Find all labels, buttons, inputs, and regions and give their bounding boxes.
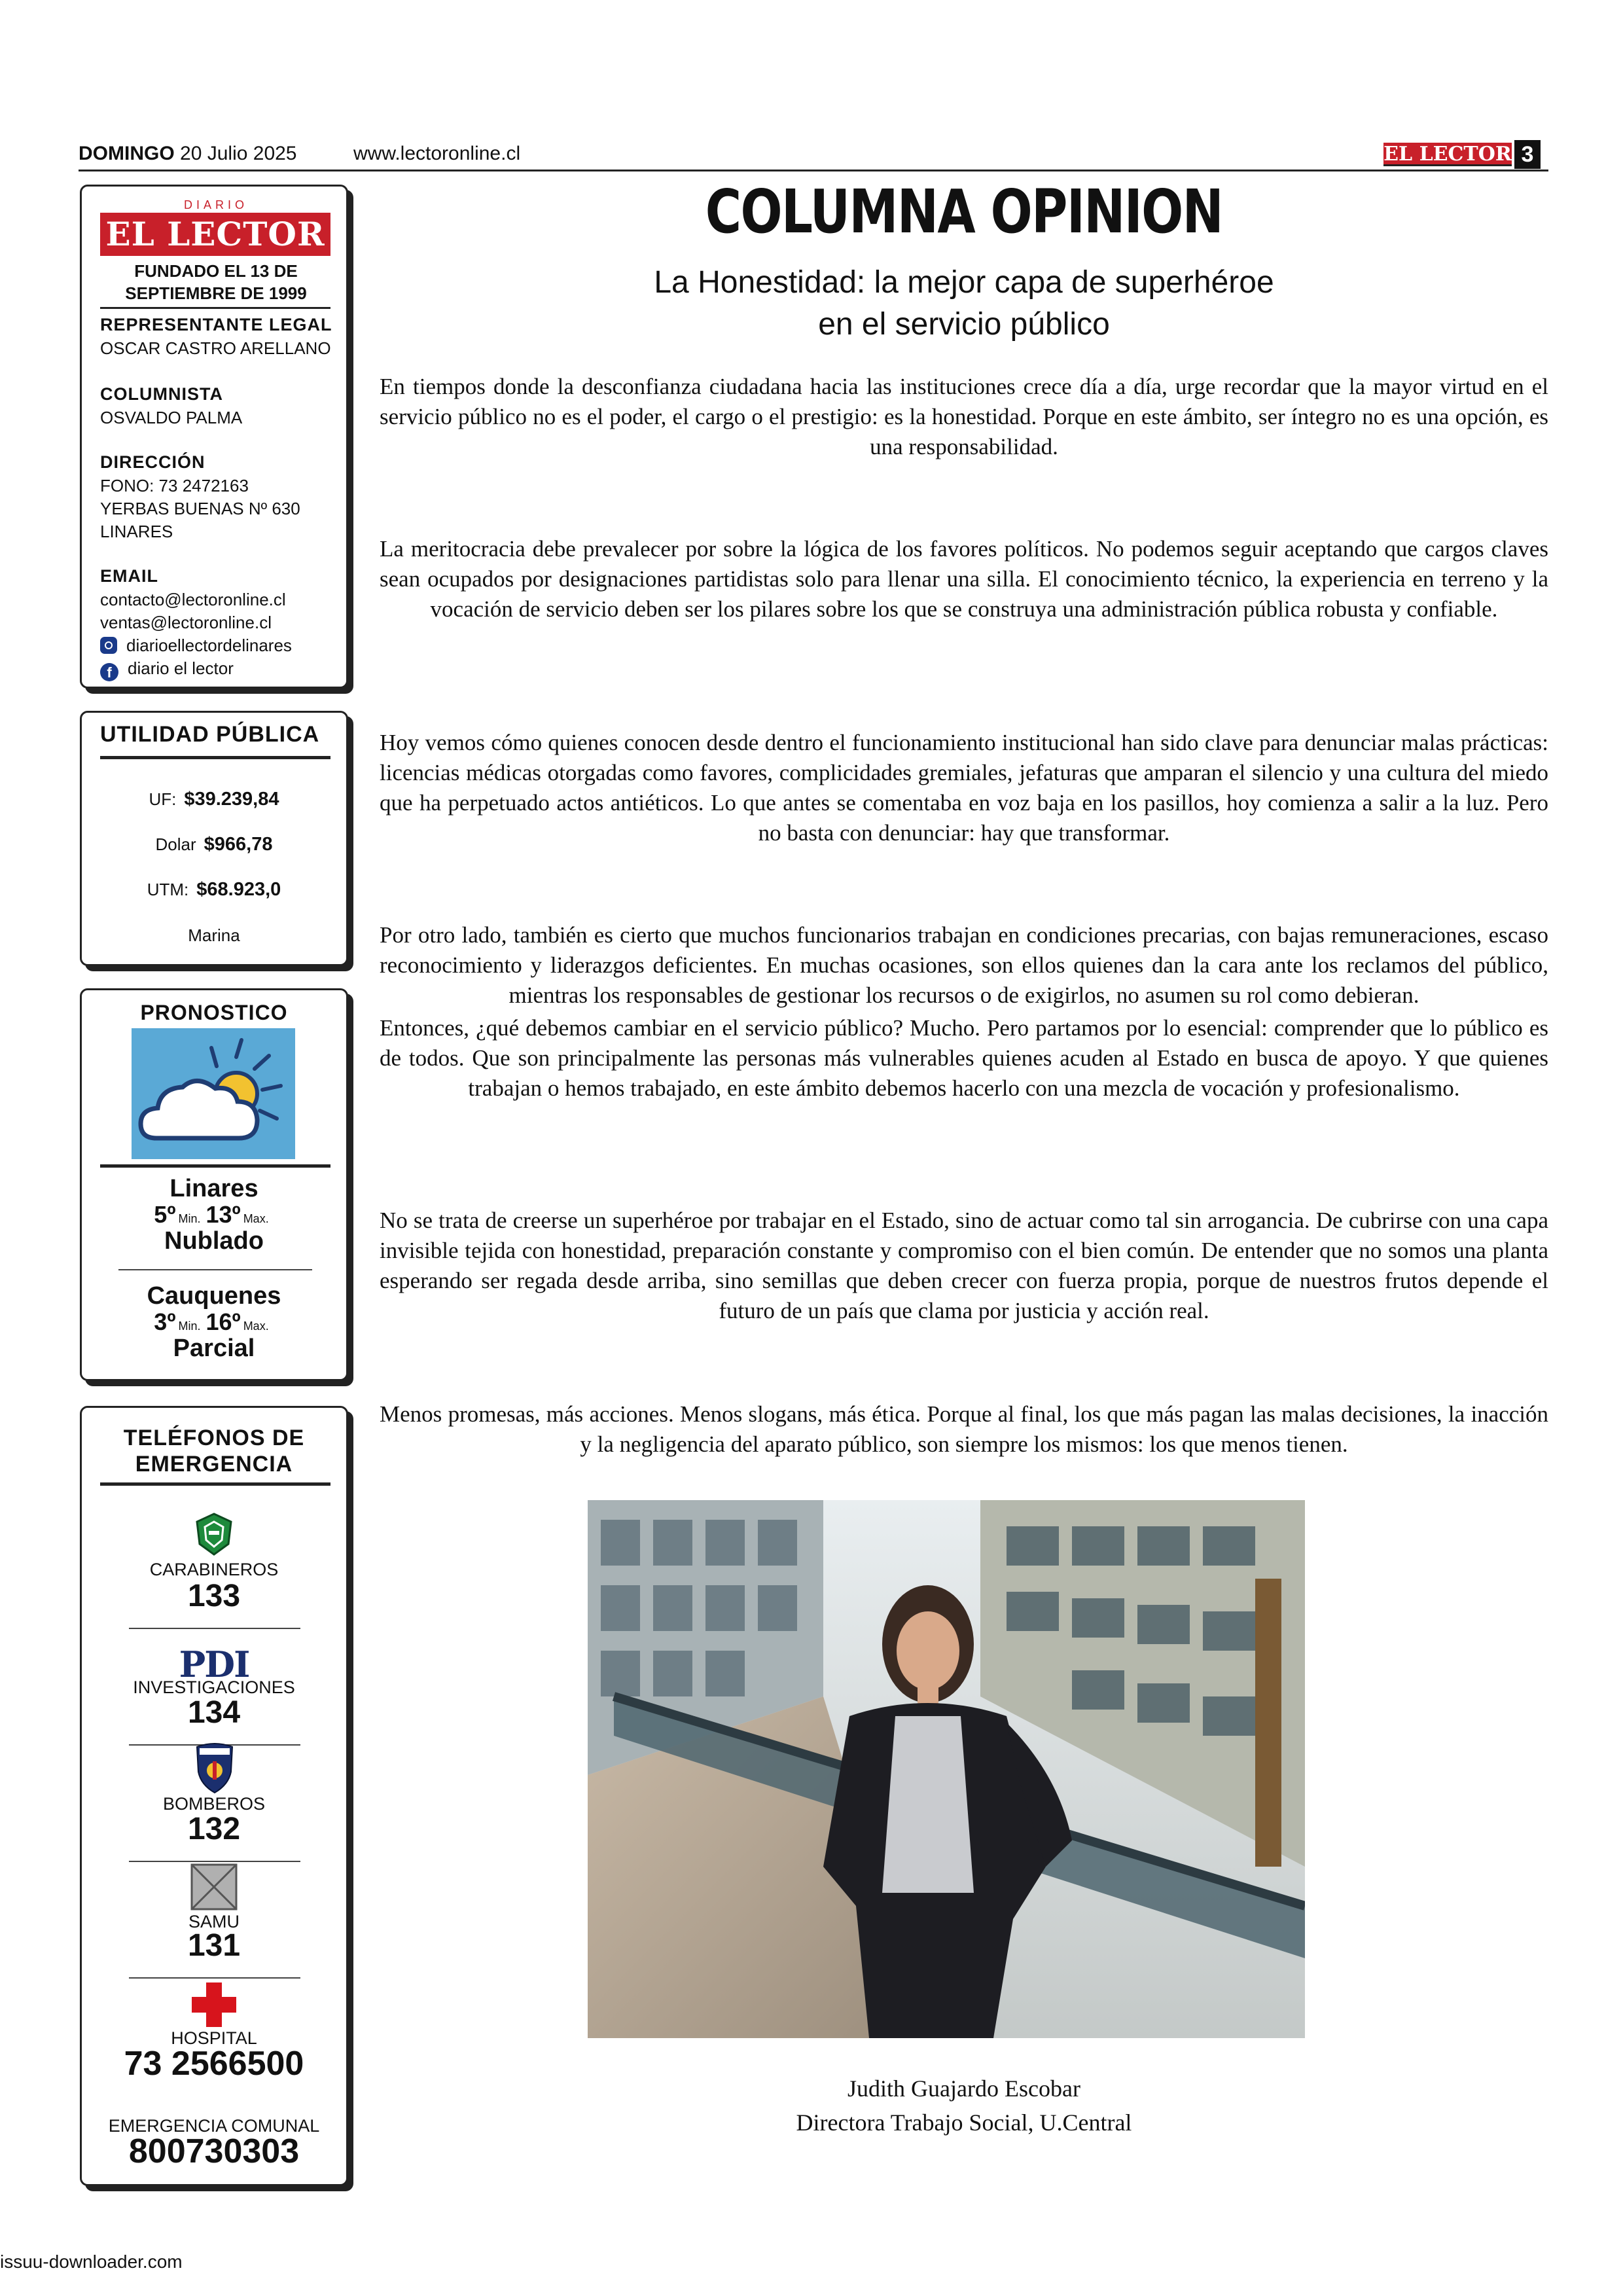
min-temp: 5º bbox=[154, 1201, 176, 1228]
header-date: 20 Julio 2025 bbox=[180, 143, 297, 164]
hospital-label: HOSPITAL bbox=[171, 2028, 257, 2048]
author-photo bbox=[588, 1500, 1305, 2038]
max-label: Max. bbox=[243, 1212, 269, 1225]
min-label: Min. bbox=[178, 1319, 201, 1333]
article-paragraph: Entonces, ¿qué debemos cambiar en el servicio público? Mucho. Pero partamos por lo esencial: comprender que lo público es de todos. Que son principalmente las personas más vulnerables quienes acuden al Estado en busca de apoyo. Y que quienes trabajan o hemos trabajado, en este ámbito debemos hacerlo con una mezcla de vocación y profesionalismo. bbox=[380, 1015, 1548, 1101]
utm-row bbox=[82, 879, 346, 901]
city-line: LINARES bbox=[100, 522, 173, 541]
section-title: COLUMNA OPINION bbox=[705, 177, 1223, 247]
partly-cloudy-icon bbox=[132, 1028, 295, 1159]
weather-title: PRONOSTICO bbox=[140, 1001, 288, 1024]
emergencia-comunal-label: EMERGENCIA COMUNAL bbox=[108, 2116, 320, 2136]
red-cross-icon bbox=[190, 1981, 238, 2032]
article-paragraph: No se trata de creerse un superhéroe por trabajar en el Estado, sino de actuar como tal sin arrogancia. De cubrirse con una capa invisible tejida con honestidad, preparación constante y compromiso con el bien común. De entender que no somos una planta esperando ser regada desde arriba, sino semillas que deben crecer con fuerza propia, porque de nuestros frutos depende el futuro de un país que clama por justicia y acción real. bbox=[380, 1208, 1548, 1323]
investigaciones-label: INVESTIGACIONES bbox=[133, 1677, 295, 1697]
max-temp: 16º bbox=[205, 1308, 241, 1335]
carabineros-number[interactable]: 133 bbox=[187, 1579, 241, 1613]
author-name: Judith Guajardo Escobar bbox=[847, 2075, 1080, 2102]
utility-box bbox=[80, 711, 348, 966]
pdi-logo-icon: PDI bbox=[179, 1643, 249, 1685]
dolar-value: $966,78 bbox=[204, 834, 273, 855]
article-subtitle bbox=[380, 262, 1548, 346]
city-name-cauquenes: Cauquenes bbox=[147, 1282, 281, 1310]
email-contacto[interactable]: contacto@lectoronline.cl bbox=[100, 590, 286, 609]
founded-line2: SEPTIEMBRE DE 1999 bbox=[125, 283, 307, 303]
page-number: 3 bbox=[1514, 140, 1541, 169]
address-heading: DIRECCIÓN bbox=[100, 452, 205, 472]
divider bbox=[129, 1861, 300, 1862]
email-heading: EMAIL bbox=[100, 566, 158, 586]
legal-name: OSCAR CASTRO ARELLANO bbox=[100, 338, 331, 358]
min-label: Min. bbox=[178, 1212, 201, 1225]
article-paragraph: Por otro lado, también es cierto que muchos funcionarios trabajan en condiciones precarias, con bajas remuneraciones, escaso reconocimiento y liderazgos deficientes. En muchas ocasiones, son ellos quienes dan la cara ante los reclamos del público, mientras los responsables de gestionar los recursos o de exigirlos, no asumen su rol como debieran. bbox=[380, 922, 1548, 1008]
divider bbox=[100, 756, 330, 759]
article-paragraph: En tiempos donde la desconfianza ciudadana hacia las instituciones crece día a día, urge recordar que la mayor virtud en el servicio público no es el poder, el cargo o el prestigio: es la honestidad. Porque en este ámbito, ser íntegro no es una opción, es una responsabilidad. bbox=[380, 374, 1548, 459]
facebook-icon: f bbox=[100, 663, 118, 681]
legal-heading: REPRESENTANTE LEGAL bbox=[100, 315, 332, 334]
divider bbox=[100, 1164, 330, 1168]
subtitle-line1: La Honestidad: la mejor capa de superhéroe bbox=[654, 265, 1274, 300]
subtitle-line2: en el servicio público bbox=[818, 307, 1110, 342]
street-line: YERBAS BUENAS Nº 630 bbox=[100, 499, 300, 518]
bomberos-shield-icon bbox=[194, 1742, 235, 1797]
emergency-title-line2: EMERGENCIA bbox=[135, 1452, 293, 1477]
carabineros-label: CARABINEROS bbox=[149, 1560, 279, 1579]
divider bbox=[129, 1628, 300, 1629]
article-paragraph: Menos promesas, más acciones. Menos slogans, más ética. Porque al final, los que más pagan las malas decisiones, la inacción y la negligencia del aparato público, son siempre los mismos: los que menos tienen. bbox=[380, 1401, 1548, 1457]
header-logo: EL LECTOR bbox=[1383, 143, 1512, 166]
founded-text bbox=[92, 260, 340, 304]
author-title: Directora Trabajo Social, U.Central bbox=[796, 2109, 1132, 2136]
header-day: DOMINGO bbox=[79, 143, 175, 164]
article-paragraph: La meritocracia debe prevalecer por sobre la lógica de los favores políticos. No podemos seguir aceptando que cargos claves sean ocupados por designaciones partidistas solo para llenar una silla. El conocimiento técnico, la experiencia en terreno y la vocación de servicio deben ser los pilares sobre los que se construya una administración pública robusta y confiable. bbox=[380, 536, 1548, 622]
email-ventas[interactable]: ventas@lectoronline.cl bbox=[100, 613, 272, 632]
utility-title: UTILIDAD PÚBLICA bbox=[100, 722, 320, 747]
columnist-heading: COLUMNISTA bbox=[100, 384, 223, 404]
instagram-handle: diarioellectordelinares bbox=[126, 636, 292, 655]
utm-value: $68.923,0 bbox=[196, 879, 281, 900]
marina-label: Marina bbox=[188, 925, 240, 945]
carabineros-badge-icon bbox=[194, 1513, 234, 1559]
columnist-name: OSVALDO PALMA bbox=[100, 408, 243, 427]
divider bbox=[100, 307, 330, 309]
min-temp: 3º bbox=[154, 1308, 176, 1335]
investigaciones-number[interactable]: 134 bbox=[187, 1695, 241, 1730]
facebook-link[interactable] bbox=[100, 657, 234, 681]
dolar-row bbox=[82, 834, 346, 855]
divider bbox=[118, 1269, 312, 1270]
emergencia-comunal-number[interactable]: 800730303 bbox=[128, 2132, 300, 2170]
utm-label: UTM: bbox=[147, 880, 189, 899]
weather-box bbox=[80, 988, 348, 1381]
condition-linares: Nublado bbox=[164, 1227, 264, 1255]
divider bbox=[100, 1482, 330, 1486]
emergency-title-line1: TELÉFONOS DE bbox=[123, 1426, 305, 1450]
emergency-box bbox=[80, 1406, 348, 2186]
header-url[interactable]: www.lectoronline.cl bbox=[353, 143, 521, 164]
facebook-handle: diario el lector bbox=[128, 658, 234, 678]
hospital-number[interactable]: 73 2566500 bbox=[124, 2045, 304, 2083]
watermark-text: issuu-downloader.com bbox=[0, 2251, 183, 2272]
max-label: Max. bbox=[243, 1319, 269, 1333]
logo-small-text: DIARIO bbox=[180, 197, 252, 213]
founded-line1: FUNDADO EL 13 DE bbox=[134, 261, 298, 281]
uf-row bbox=[82, 789, 346, 810]
bomberos-number[interactable]: 132 bbox=[187, 1812, 241, 1846]
condition-cauquenes: Parcial bbox=[173, 1335, 255, 1362]
instagram-icon bbox=[100, 637, 117, 654]
newspaper-logo: EL LECTOR bbox=[100, 213, 330, 256]
instagram-link[interactable] bbox=[100, 634, 292, 657]
uf-label: UF: bbox=[149, 789, 177, 809]
samu-icon bbox=[190, 1863, 238, 1914]
page-header bbox=[79, 139, 1548, 171]
phone-line: FONO: 73 2472163 bbox=[100, 476, 249, 495]
article-paragraph: Hoy vemos cómo quienes conocen desde dentro el funcionamiento institucional han sido clave para denunciar malas prácticas: licencias médicas otorgadas como favores, complicidades gremiales, jefaturas que amparan el silencio y una cultura del miedo que ha perpetuado actos antiéticos. Lo que antes se comentaba en voz baja en los pasillos, hoy comienza a salir a la luz. Pero no basta con denunciar: hay que transformar. bbox=[380, 730, 1548, 846]
dolar-label: Dolar bbox=[155, 834, 196, 854]
dateline bbox=[79, 143, 297, 165]
bomberos-label: BOMBEROS bbox=[162, 1794, 266, 1814]
masthead-box bbox=[80, 185, 348, 689]
temps-linares bbox=[82, 1201, 346, 1229]
max-temp: 13º bbox=[205, 1201, 241, 1228]
divider bbox=[129, 1977, 300, 1979]
samu-label: SAMU bbox=[188, 1912, 240, 1931]
uf-value: $39.239,84 bbox=[184, 789, 279, 810]
temps-cauquenes bbox=[82, 1308, 346, 1336]
city-name-linares: Linares bbox=[169, 1175, 259, 1202]
emergency-title bbox=[82, 1425, 346, 1477]
samu-number[interactable]: 131 bbox=[187, 1928, 241, 1963]
